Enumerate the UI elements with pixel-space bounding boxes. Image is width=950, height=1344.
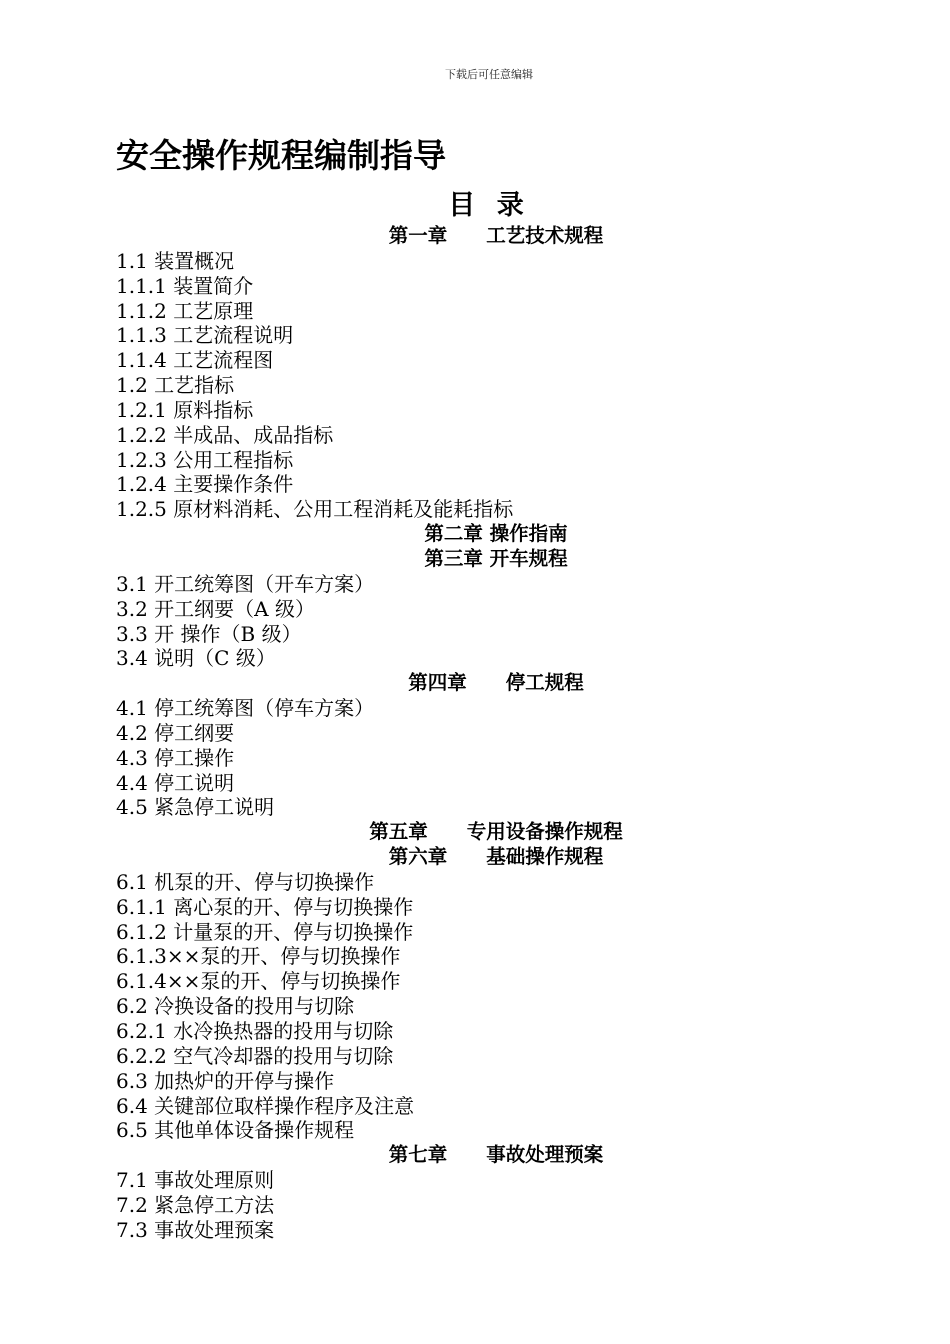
toc-chapter-heading: 第三章 开车规程 bbox=[424, 546, 568, 570]
toc-item: 6.2.1 水冷换热器的投用与切除 bbox=[116, 1019, 394, 1043]
toc-item: 6.1.1 离心泵的开、停与切换操作 bbox=[116, 894, 414, 919]
toc-chapter-heading: 第一章 工艺技术规程 bbox=[388, 224, 604, 247]
toc-item: 6.1.2 计量泵的开、停与切换操作 bbox=[116, 919, 414, 944]
toc-item: 1.2 工艺指标 bbox=[116, 373, 235, 398]
toc-chapter-heading: 第四章 停工规程 bbox=[408, 671, 584, 695]
page-header-note: 下载后可任意编辑 bbox=[445, 68, 533, 81]
toc-item: 1.1.3 工艺流程说明 bbox=[116, 323, 294, 348]
toc-item: 7.2 紧急停工方法 bbox=[116, 1192, 275, 1217]
toc-item: 6.1.3××泵的开、停与切换操作 bbox=[116, 944, 401, 969]
toc-chapter-heading: 第七章 事故处理预案 bbox=[388, 1143, 604, 1167]
toc-item: 1.2.4 主要操作条件 bbox=[116, 472, 294, 497]
toc-item: 7.3 事故处理预案 bbox=[116, 1217, 275, 1242]
toc-item: 6.2.2 空气冷却器的投用与切除 bbox=[116, 1043, 394, 1068]
toc-item: 6.2 冷换设备的投用与切除 bbox=[116, 994, 355, 1019]
toc-item: 1.2.2 半成品、成品指标 bbox=[116, 422, 334, 447]
toc-item: 4.2 停工纲要 bbox=[116, 720, 235, 745]
toc-item: 4.3 停工操作 bbox=[116, 745, 235, 770]
toc-item: 1.2.3 公用工程指标 bbox=[116, 447, 294, 472]
toc-item: 7.1 事故处理原则 bbox=[116, 1168, 275, 1193]
toc-item: 3.4 说明（C 级） bbox=[116, 646, 276, 671]
toc-item: 4.5 紧急停工说明 bbox=[116, 795, 275, 820]
toc-item: 1.1.2 工艺原理 bbox=[116, 298, 254, 323]
toc-item: 1.1 装置概况 bbox=[116, 248, 235, 273]
toc-item: 3.3 开 操作（B 级） bbox=[116, 621, 302, 646]
toc-item: 6.1.4××泵的开、停与切换操作 bbox=[116, 969, 401, 994]
toc-chapter-heading: 第二章 操作指南 bbox=[424, 522, 568, 546]
toc-item: 6.3 加热炉的开停与操作 bbox=[116, 1068, 335, 1093]
toc-item: 3.2 开工纲要（A 级） bbox=[116, 596, 315, 621]
toc-item: 1.1.1 装置简介 bbox=[116, 273, 254, 298]
toc-item: 6.1 机泵的开、停与切换操作 bbox=[116, 869, 375, 894]
toc-item: 6.5 其他单体设备操作规程 bbox=[116, 1118, 355, 1143]
toc-item: 6.4 关键部位取样操作程序及注意 bbox=[116, 1093, 415, 1118]
toc-item: 1.2.5 原材料消耗、公用工程消耗及能耗指标 bbox=[116, 497, 514, 522]
toc-item: 3.1 开工统筹图（开车方案） bbox=[116, 571, 375, 596]
table-of-contents bbox=[116, 224, 876, 1243]
toc-item: 4.4 停工说明 bbox=[116, 770, 235, 795]
toc-item: 1.1.4 工艺流程图 bbox=[116, 348, 274, 373]
toc-chapter-heading: 第五章 专用设备操作规程 bbox=[369, 820, 623, 844]
toc-item: 4.1 停工统筹图（停车方案） bbox=[116, 696, 375, 721]
toc-chapter-heading: 第六章 基础操作规程 bbox=[388, 845, 604, 869]
toc-heading: 目 录 bbox=[448, 190, 524, 221]
toc-item: 1.2.1 原料指标 bbox=[116, 397, 254, 422]
document-title: 安全操作规程编制指导 bbox=[116, 136, 446, 175]
